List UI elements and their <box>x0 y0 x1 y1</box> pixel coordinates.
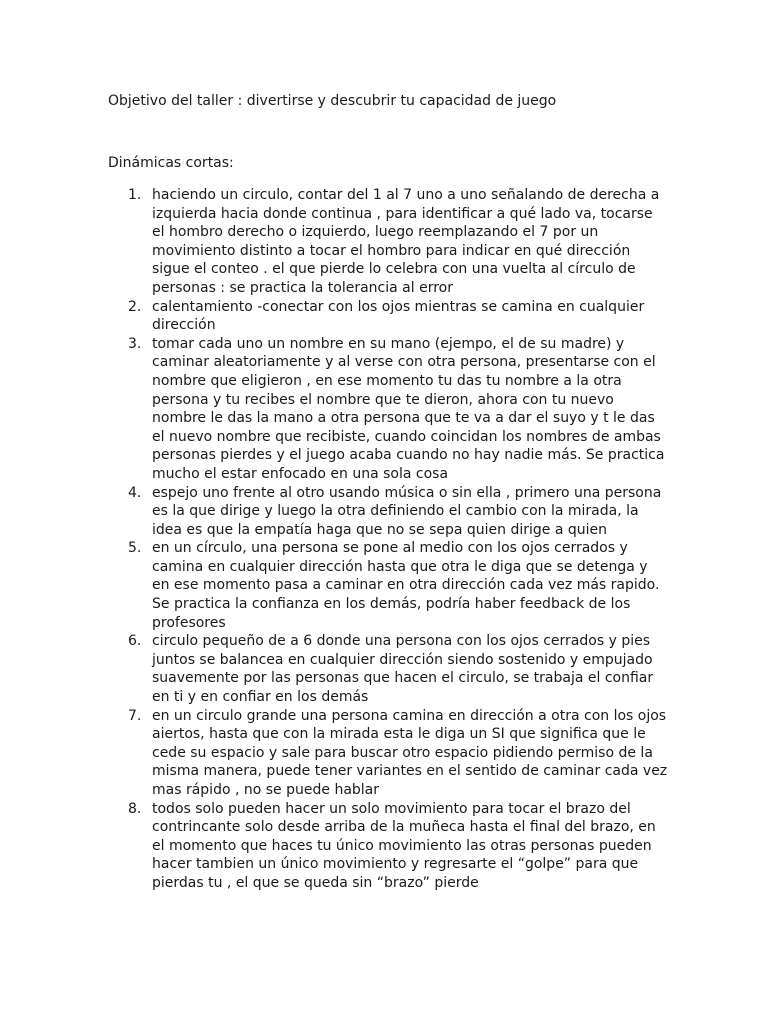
dynamics-heading: Dinámicas cortas: <box>108 155 234 171</box>
item-number: 7. <box>128 707 142 724</box>
item-text: espejo uno frente al otro usando música o sin ella , primero una persona es la que dirige y luego la otra definiendo el cambio con la mirada, la idea es que la empatía haga que no se sepa quien dirige a quien <box>152 484 662 538</box>
item-text: tomar cada uno un nombre en su mano (ejempo, el de su madre) y caminar aleatoriamente y al verse con otra persona, presentarse con el nombre que eligieron , en ese momento tu das tu nombre a la otra persona y tu recibes el nombre que te dieron, ahora con tu nuevo nombre le das la mano a otra persona que te va a dar el suyo y t le das el nuevo nombre que recibiste, cuando coincidan los nombres de ambas personas pierdes y el juego acaba cuando no hay nadie más. Se practica mucho el estar enfocado en una sola cosa <box>152 335 665 482</box>
item-text: calentamiento -conectar con los ojos mientras se camina en cualquier dirección <box>152 298 645 334</box>
list-item <box>108 632 668 706</box>
item-text: todos solo pueden hacer un solo movimiento para tocar el brazo del contrincante solo desde arriba de la muñeca hasta el final del brazo, en el momento que haces tu único movimiento las otras personas pueden hacer tambien un único movimiento y regresarte el “golpe” para que pierdas tu , el que se queda sin “brazo” pierde <box>152 800 656 891</box>
dynamics-list <box>108 186 668 893</box>
item-text: haciendo un circulo, contar del 1 al 7 uno a uno señalando de derecha a izquierda hacia donde continua , para identificar a qué lado va, tocarse el hombro derecho o izquierdo, luego reemplazando el 7 por un movimiento distinto a tocar el hombro para indicar en qué dirección sigue el conteo . el que pierde lo celebra con una vuelta al círculo de personas : se practica la tolerancia al error <box>152 187 660 296</box>
item-number: 2. <box>128 298 142 315</box>
item-text: en un circulo grande una persona camina en dirección a otra con los ojos aiertos, hasta que con la mirada esta le diga un SI que significa que le cede su espacio y sale para buscar otro espacio pidiendo permiso de la misma manera, puede tener variantes en el sentido de caminar cada vez mas rápido , no se puede hablar <box>152 707 668 798</box>
list-item <box>108 539 668 632</box>
item-number: 4. <box>128 484 142 501</box>
item-number: 6. <box>128 633 142 650</box>
list-item <box>108 707 668 800</box>
item-number: 1. <box>128 187 142 203</box>
list-item <box>108 335 668 484</box>
list-item <box>108 186 668 298</box>
item-number: 5. <box>128 540 142 557</box>
item-number: 8. <box>128 800 142 817</box>
item-text: circulo pequeño de a 6 donde una persona con los ojos cerrados y pies juntos se balancea en cualquier dirección siendo sostenido y empujado suavemente por las personas que hacen el circulo, se trabaja el confiar en ti y en confiar en los demás <box>152 633 654 706</box>
item-number: 3. <box>128 335 142 352</box>
list-item <box>108 484 668 540</box>
item-text: en un círculo, una persona se pone al medio con los ojos cerrados y camina en cualquier dirección hasta que otra le diga que se detenga y en ese momento pasa a caminar en otra dirección cada vez más rapido. Se practica la confianza en los demás, podría haber feedback de los profesores <box>152 540 660 631</box>
objective-line: Objetivo del taller : divertirse y descubrir tu capacidad de juego <box>108 93 557 109</box>
list-item <box>108 800 668 893</box>
list-item <box>108 298 668 335</box>
